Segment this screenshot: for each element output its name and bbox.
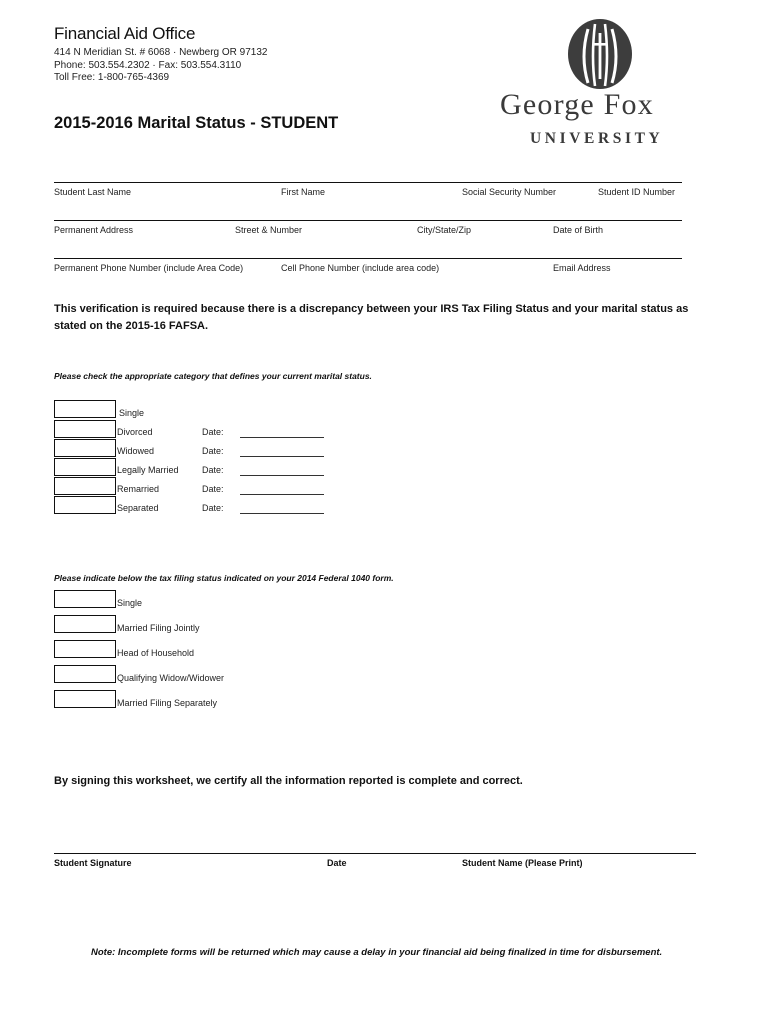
logo-university: UNIVERSITY bbox=[530, 130, 664, 147]
date-label-divorced: Date: bbox=[202, 427, 224, 437]
option-separated: Separated bbox=[117, 503, 159, 513]
office-title: Financial Aid Office bbox=[54, 24, 196, 43]
label-date-of-birth: Date of Birth bbox=[553, 225, 604, 235]
label-permanent-phone: Permanent Phone Number (include Area Code) bbox=[54, 263, 244, 273]
field-line-row3[interactable] bbox=[54, 258, 682, 259]
logo-wordmark: George Fox bbox=[500, 88, 654, 121]
verification-notice: This verification is required because there is a discrepancy between your IRS Tax Filing Status and your marital status as stated on the 2015-16 FAFSA. bbox=[54, 303, 689, 332]
university-seal-icon bbox=[566, 17, 634, 91]
tax-option-qualifying-widow: Qualifying Widow/Widower bbox=[117, 673, 225, 683]
office-toll-free: Toll Free: 1-800-765-4369 bbox=[54, 72, 170, 83]
date-line-divorced[interactable] bbox=[240, 437, 324, 438]
option-legally-married: Legally Married bbox=[117, 465, 179, 475]
marital-instruction: Please check the appropriate category that defines your current marital status. bbox=[54, 371, 372, 381]
checkbox-legally-married[interactable] bbox=[54, 458, 116, 476]
field-line-row2[interactable] bbox=[54, 220, 682, 221]
date-label-separated: Date: bbox=[202, 503, 224, 513]
checkbox-married-filing-separately[interactable] bbox=[54, 690, 116, 708]
option-widowed: Widowed bbox=[117, 446, 155, 456]
checkbox-single[interactable] bbox=[54, 400, 116, 418]
label-student-id: Student ID Number bbox=[598, 187, 676, 197]
checkbox-widowed[interactable] bbox=[54, 439, 116, 457]
label-student-signature: Student Signature bbox=[54, 858, 132, 868]
label-ssn: Social Security Number bbox=[462, 187, 557, 197]
date-line-widowed[interactable] bbox=[240, 456, 324, 457]
label-student-name-print: Student Name (Please Print) bbox=[462, 858, 583, 868]
tax-option-single: Single bbox=[117, 598, 143, 608]
label-city-state-zip: City/State/Zip bbox=[417, 225, 472, 235]
date-line-separated[interactable] bbox=[240, 513, 324, 514]
date-label-remarried: Date: bbox=[202, 484, 224, 494]
checkbox-married-filing-jointly[interactable] bbox=[54, 615, 116, 633]
date-label-legally-married: Date: bbox=[202, 465, 224, 475]
office-address: 414 N Meridian St. # 6068 · Newberg OR 97132 bbox=[54, 47, 268, 58]
form-title: 2015-2016 Marital Status - STUDENT bbox=[54, 114, 339, 132]
checkbox-separated[interactable] bbox=[54, 496, 116, 514]
label-first-name: First Name bbox=[281, 187, 326, 197]
signature-line[interactable] bbox=[54, 853, 696, 854]
label-student-last-name: Student Last Name bbox=[54, 187, 132, 197]
option-single: Single bbox=[119, 408, 145, 418]
checkbox-head-of-household[interactable] bbox=[54, 640, 116, 658]
checkbox-tax-single[interactable] bbox=[54, 590, 116, 608]
label-signature-date: Date bbox=[327, 858, 347, 868]
footer-note: Note: Incomplete forms will be returned which may cause a delay in your financial aid being finalized in time for disbursement. bbox=[91, 947, 663, 958]
checkbox-remarried[interactable] bbox=[54, 477, 116, 495]
label-street: Street & Number bbox=[235, 225, 303, 235]
option-divorced: Divorced bbox=[117, 427, 153, 437]
label-permanent-address: Permanent Address bbox=[54, 225, 134, 235]
office-phone-fax: Phone: 503.554.2302 · Fax: 503.554.3110 bbox=[54, 60, 242, 71]
tax-option-head-of-household: Head of Household bbox=[117, 648, 195, 658]
field-line-row1[interactable] bbox=[54, 182, 682, 183]
label-cell-phone: Cell Phone Number (include area code) bbox=[281, 263, 440, 273]
tax-instruction: Please indicate below the tax filing status indicated on your 2014 Federal 1040 form. bbox=[54, 573, 394, 583]
label-email: Email Address bbox=[553, 263, 611, 273]
tax-option-married-filing-jointly: Married Filing Jointly bbox=[117, 623, 200, 633]
tax-option-married-filing-separately: Married Filing Separately bbox=[117, 698, 218, 708]
date-label-widowed: Date: bbox=[202, 446, 224, 456]
option-remarried: Remarried bbox=[117, 484, 160, 494]
checkbox-qualifying-widow[interactable] bbox=[54, 665, 116, 683]
date-line-remarried[interactable] bbox=[240, 494, 324, 495]
checkbox-divorced[interactable] bbox=[54, 420, 116, 438]
date-line-legally-married[interactable] bbox=[240, 475, 324, 476]
certification-statement: By signing this worksheet, we certify all the information reported is complete and correct. bbox=[54, 775, 523, 787]
